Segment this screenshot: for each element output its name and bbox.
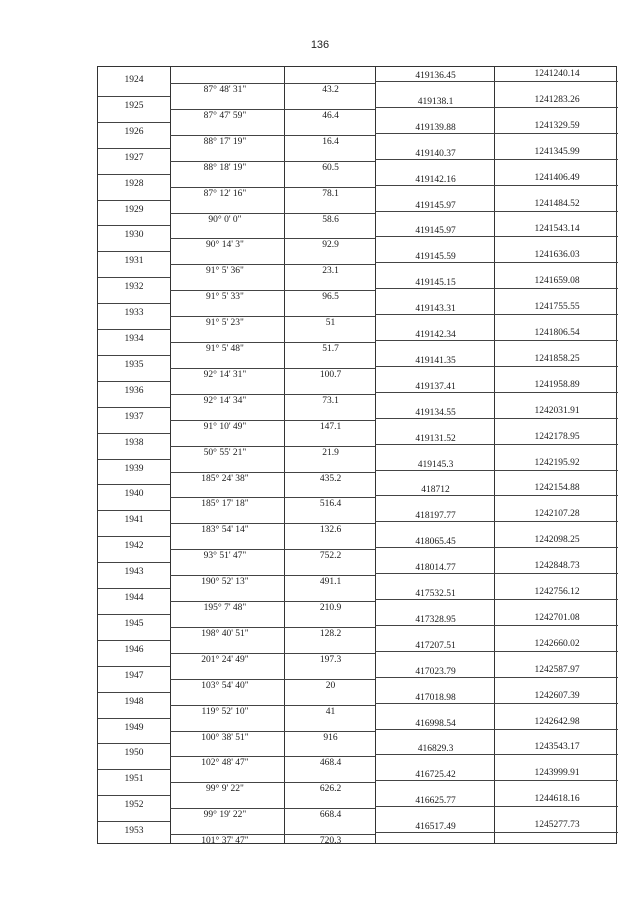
row-divider — [98, 200, 170, 201]
row-divider — [170, 264, 375, 265]
distance-cell: 147.1 — [319, 421, 342, 432]
distance-cell: 46.4 — [322, 110, 339, 121]
survey-coordinates-table — [97, 66, 617, 847]
x-coordinate-cell: 419142.16 — [415, 174, 456, 185]
row-divider — [170, 834, 375, 835]
row-divider — [375, 159, 618, 160]
row-divider — [170, 290, 375, 291]
row-divider — [170, 653, 375, 654]
row-divider — [375, 314, 618, 315]
y-coordinate-cell: 1242587.97 — [534, 664, 580, 675]
distance-cell: 752.2 — [319, 551, 342, 562]
row-divider — [170, 238, 375, 239]
bearing-cell: 99° 9' 22" — [206, 784, 244, 795]
year-cell: 1942 — [124, 541, 144, 552]
bearing-cell: 100° 38' 51" — [201, 732, 249, 743]
x-coordinate-cell: 417018.98 — [415, 692, 456, 703]
x-coordinate-cell: 418065.45 — [415, 537, 456, 548]
row-divider — [375, 236, 618, 237]
x-coordinate-cell: 419145.97 — [415, 200, 456, 211]
bearing-cell: 91° 5' 33" — [206, 292, 244, 303]
y-coordinate-cell: 1241806.54 — [534, 328, 580, 338]
x-coordinate-cell: 419142.34 — [415, 330, 456, 340]
y-coordinate-cell: 1241406.49 — [534, 172, 580, 183]
row-divider — [375, 340, 618, 341]
bearing-cell: 88° 18' 19" — [203, 162, 247, 173]
bearing-cell: 185° 17' 18" — [201, 499, 249, 510]
bearing-cell: 87° 48' 31" — [203, 85, 247, 95]
bearing-cell: 87° 12' 16" — [203, 188, 247, 199]
year-cell: 1946 — [124, 644, 144, 655]
x-coordinate-cell: 419137.41 — [415, 381, 456, 392]
x-coordinate-cell: 419145.3 — [417, 459, 454, 470]
x-coordinate-cell: 418712 — [421, 485, 450, 496]
row-divider — [170, 342, 375, 343]
row-divider — [375, 547, 618, 548]
distance-cell: 128.2 — [319, 628, 342, 639]
x-coordinate-cell: 419140.37 — [415, 148, 456, 159]
column-divider — [494, 67, 495, 843]
distance-cell: 51.7 — [322, 344, 339, 354]
bearing-cell: 91° 5' 23" — [206, 318, 244, 329]
distance-cell: 41 — [325, 706, 336, 717]
y-coordinate-cell: 1242701.08 — [534, 612, 580, 623]
year-cell: 1949 — [124, 722, 144, 733]
row-divider — [170, 213, 375, 214]
y-coordinate-cell: 1242178.95 — [534, 431, 580, 442]
bearing-cell: 91° 5' 36" — [206, 266, 244, 277]
row-divider — [375, 573, 618, 574]
row-divider — [375, 211, 618, 212]
column-divider — [284, 67, 285, 843]
distance-cell: 197.3 — [319, 654, 342, 665]
year-cell: 1926 — [124, 126, 144, 137]
row-divider — [98, 329, 170, 330]
row-divider — [170, 472, 375, 473]
bearing-cell: 102° 48' 47" — [201, 758, 249, 769]
distance-cell: 626.2 — [319, 784, 342, 795]
row-divider — [98, 484, 170, 485]
y-coordinate-cell: 1242195.92 — [534, 457, 580, 468]
y-coordinate-cell: 1243543.17 — [534, 742, 580, 753]
y-coordinate-cell: 1241283.26 — [534, 94, 580, 105]
x-coordinate-cell: 418197.77 — [415, 511, 456, 522]
y-coordinate-cell: 1244618.16 — [534, 794, 580, 805]
year-cell: 1947 — [124, 670, 144, 681]
y-coordinate-cell: 1242607.39 — [534, 690, 580, 701]
y-coordinate-cell: 1242756.12 — [534, 587, 580, 597]
row-divider — [98, 666, 170, 667]
distance-cell: 435.2 — [319, 473, 342, 484]
bearing-cell: 198° 40' 51" — [201, 628, 249, 639]
year-cell: 1953 — [124, 826, 144, 837]
year-cell: 1943 — [124, 567, 144, 578]
row-divider — [98, 355, 170, 356]
row-divider — [98, 303, 170, 304]
distance-cell: 720.3 — [319, 836, 342, 847]
bearing-cell: 190° 52' 13" — [201, 577, 249, 588]
y-coordinate-cell: 1241240.14 — [534, 69, 580, 79]
year-cell: 1924 — [124, 75, 144, 85]
year-cell: 1939 — [124, 463, 144, 474]
row-divider — [98, 562, 170, 563]
bearing-cell: 201° 24' 49" — [201, 654, 249, 665]
distance-cell: 668.4 — [319, 810, 342, 821]
distance-cell: 60.5 — [322, 162, 339, 173]
x-coordinate-cell: 419138.1 — [417, 96, 454, 107]
row-divider — [98, 640, 170, 641]
row-divider — [375, 366, 618, 367]
distance-cell: 100.7 — [319, 369, 342, 380]
x-coordinate-cell: 419136.45 — [415, 71, 456, 81]
bearing-cell: 90° 14' 3" — [206, 240, 244, 251]
year-cell: 1933 — [124, 308, 144, 319]
distance-cell: 16.4 — [322, 136, 339, 147]
row-divider — [98, 510, 170, 511]
row-divider — [170, 782, 375, 783]
row-divider — [170, 420, 375, 421]
x-coordinate-cell: 419131.52 — [415, 433, 456, 444]
y-coordinate-cell: 1242098.25 — [534, 535, 580, 546]
x-coordinate-cell: 417328.95 — [415, 614, 456, 625]
row-divider — [170, 109, 375, 110]
row-divider — [375, 754, 618, 755]
row-divider — [170, 497, 375, 498]
y-coordinate-cell: 1245277.73 — [534, 820, 580, 831]
row-divider — [375, 392, 618, 393]
bearing-cell: 88° 17' 19" — [203, 136, 247, 147]
row-divider — [98, 614, 170, 615]
row-divider — [98, 743, 170, 744]
y-coordinate-cell: 1242642.98 — [534, 716, 580, 727]
distance-cell: 58.6 — [322, 214, 339, 225]
distance-cell: 73.1 — [322, 395, 339, 406]
row-divider — [375, 81, 618, 82]
row-divider — [170, 316, 375, 317]
year-cell: 1928 — [124, 178, 144, 189]
row-divider — [170, 394, 375, 395]
row-divider — [375, 288, 618, 289]
distance-cell: 210.9 — [319, 603, 342, 613]
distance-cell: 516.4 — [319, 499, 342, 510]
year-cell: 1952 — [124, 800, 144, 811]
distance-cell: 468.4 — [319, 758, 342, 769]
year-cell: 1937 — [124, 411, 144, 422]
year-cell: 1938 — [124, 437, 144, 448]
bearing-cell: 93° 51' 47" — [203, 551, 247, 562]
row-divider — [98, 277, 170, 278]
row-divider — [170, 549, 375, 550]
row-divider — [98, 96, 170, 97]
distance-cell: 78.1 — [322, 188, 339, 199]
row-divider — [375, 418, 618, 419]
row-divider — [98, 148, 170, 149]
row-divider — [375, 625, 618, 626]
distance-cell: 20 — [325, 680, 336, 691]
row-divider — [375, 521, 618, 522]
row-divider — [170, 705, 375, 706]
bearing-cell: 99° 19' 22" — [203, 810, 247, 821]
row-divider — [98, 821, 170, 822]
y-coordinate-cell: 1241858.25 — [534, 353, 580, 364]
year-cell: 1927 — [124, 152, 144, 163]
distance-cell: 916 — [323, 732, 338, 743]
x-coordinate-cell: 419145.59 — [415, 252, 456, 263]
row-divider — [170, 523, 375, 524]
x-coordinate-cell: 416625.77 — [415, 796, 456, 807]
x-coordinate-cell: 419134.55 — [415, 407, 456, 418]
row-divider — [98, 536, 170, 537]
y-coordinate-cell: 1241543.14 — [534, 224, 580, 235]
row-divider — [170, 601, 375, 602]
x-coordinate-cell: 419143.31 — [415, 304, 456, 315]
year-cell: 1935 — [124, 359, 144, 370]
bearing-cell: 92° 14' 34" — [203, 395, 247, 406]
x-coordinate-cell: 417532.51 — [415, 589, 456, 599]
year-cell: 1936 — [124, 385, 144, 396]
row-divider — [375, 806, 618, 807]
row-divider — [170, 368, 375, 369]
bearing-cell: 87° 47' 59" — [203, 110, 247, 121]
row-divider — [375, 495, 618, 496]
y-coordinate-cell: 1241345.99 — [534, 146, 580, 157]
y-coordinate-cell: 1241636.03 — [534, 250, 580, 261]
y-coordinate-cell: 1242848.73 — [534, 561, 580, 572]
row-divider — [170, 135, 375, 136]
row-divider — [375, 133, 618, 134]
row-divider — [375, 262, 618, 263]
x-coordinate-cell: 417023.79 — [415, 666, 456, 677]
year-cell: 1940 — [124, 489, 144, 500]
row-divider — [170, 679, 375, 680]
x-coordinate-cell: 419145.15 — [415, 278, 456, 289]
row-divider — [98, 459, 170, 460]
x-coordinate-cell: 419139.88 — [415, 122, 456, 133]
column-divider — [375, 67, 376, 843]
distance-cell: 132.6 — [319, 525, 342, 536]
page-number: 136 — [310, 39, 330, 51]
year-cell: 1941 — [124, 515, 144, 526]
row-divider — [98, 381, 170, 382]
row-divider — [98, 251, 170, 252]
row-divider — [375, 677, 618, 678]
x-coordinate-cell: 416517.49 — [415, 822, 456, 833]
distance-cell: 51 — [325, 318, 336, 329]
row-divider — [375, 470, 618, 471]
x-coordinate-cell: 416998.54 — [415, 718, 456, 729]
row-divider — [170, 808, 375, 809]
distance-cell: 96.5 — [322, 292, 339, 303]
bearing-cell: 90° 0' 0" — [208, 214, 242, 225]
row-divider — [98, 718, 170, 719]
row-divider — [98, 769, 170, 770]
year-cell: 1934 — [124, 334, 144, 344]
y-coordinate-cell: 1241659.08 — [534, 276, 580, 287]
bearing-cell: 183° 54' 14" — [201, 525, 249, 536]
year-cell: 1925 — [124, 100, 144, 111]
row-divider — [170, 446, 375, 447]
year-cell: 1930 — [124, 230, 144, 241]
year-cell: 1944 — [124, 593, 144, 603]
distance-cell: 491.1 — [319, 577, 342, 588]
row-divider — [98, 122, 170, 123]
y-coordinate-cell: 1241484.52 — [534, 198, 580, 209]
bearing-cell: 119° 52' 10" — [201, 706, 249, 717]
row-divider — [170, 161, 375, 162]
bearing-cell: 91° 10' 49" — [203, 421, 247, 432]
row-divider — [98, 588, 170, 589]
distance-cell: 21.9 — [322, 447, 339, 458]
x-coordinate-cell: 419145.97 — [415, 226, 456, 237]
bearing-cell: 101° 37' 47" — [201, 836, 249, 847]
x-coordinate-cell: 416725.42 — [415, 770, 456, 781]
y-coordinate-cell: 1241958.89 — [534, 379, 580, 390]
row-divider — [98, 795, 170, 796]
x-coordinate-cell: 416829.3 — [417, 744, 454, 755]
row-divider — [375, 599, 618, 600]
row-divider — [375, 780, 618, 781]
year-cell: 1931 — [124, 256, 144, 267]
x-coordinate-cell: 417207.51 — [415, 640, 456, 651]
row-divider — [375, 651, 618, 652]
row-divider — [98, 433, 170, 434]
x-coordinate-cell: 419141.35 — [415, 355, 456, 366]
y-coordinate-cell: 1242660.02 — [534, 638, 580, 649]
year-cell: 1945 — [124, 618, 144, 629]
row-divider — [170, 627, 375, 628]
row-divider — [98, 407, 170, 408]
row-divider — [375, 703, 618, 704]
distance-cell: 23.1 — [322, 266, 339, 277]
year-cell: 1951 — [124, 774, 144, 785]
row-divider — [375, 832, 618, 833]
year-cell: 1929 — [124, 204, 144, 215]
row-divider — [170, 83, 375, 84]
row-divider — [375, 107, 618, 108]
row-divider — [170, 575, 375, 576]
row-divider — [375, 444, 618, 445]
year-cell: 1950 — [124, 748, 144, 759]
row-divider — [98, 174, 170, 175]
row-divider — [170, 731, 375, 732]
y-coordinate-cell: 1242107.28 — [534, 509, 580, 520]
y-coordinate-cell: 1242031.91 — [534, 405, 580, 416]
row-divider — [98, 225, 170, 226]
row-divider — [170, 187, 375, 188]
row-divider — [375, 729, 618, 730]
y-coordinate-cell: 1243999.91 — [534, 768, 580, 779]
y-coordinate-cell: 1242154.88 — [534, 483, 580, 494]
x-coordinate-cell: 418014.77 — [415, 563, 456, 574]
row-divider — [375, 185, 618, 186]
bearing-cell: 185° 24' 38" — [201, 473, 249, 484]
year-cell: 1932 — [124, 282, 144, 293]
row-divider — [98, 692, 170, 693]
bearing-cell: 91° 5' 48" — [206, 344, 244, 354]
bearing-cell: 195° 7' 48" — [203, 603, 247, 613]
y-coordinate-cell: 1241755.55 — [534, 302, 580, 313]
bearing-cell: 92° 14' 31" — [203, 369, 247, 380]
bearing-cell: 50° 55' 21" — [203, 447, 247, 458]
distance-cell: 92.9 — [322, 240, 339, 251]
distance-cell: 43.2 — [322, 85, 339, 95]
row-divider — [170, 756, 375, 757]
y-coordinate-cell: 1241329.59 — [534, 120, 580, 131]
bearing-cell: 103° 54' 40" — [201, 680, 249, 691]
year-cell: 1948 — [124, 696, 144, 707]
